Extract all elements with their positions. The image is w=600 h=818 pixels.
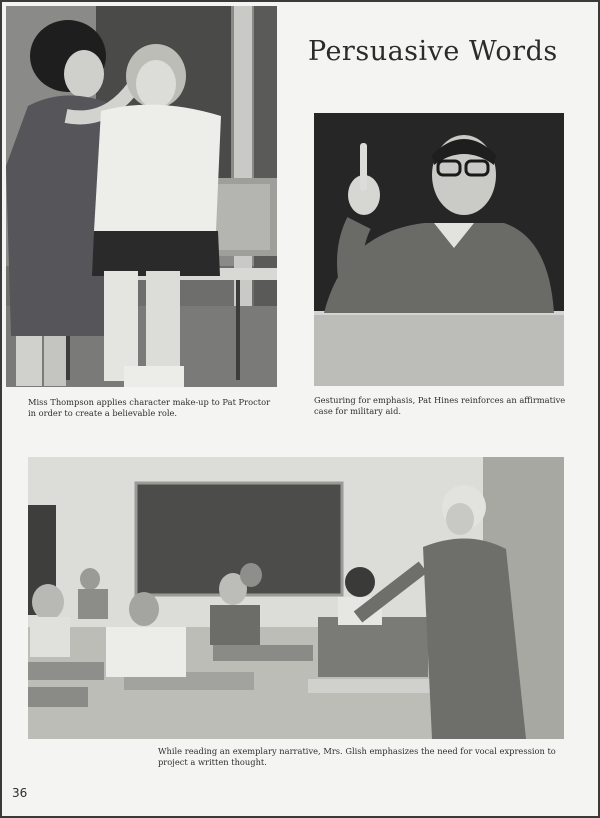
page-number: 36 [12, 786, 28, 800]
caption-gesture: Gesturing for emphasis, Pat Hines reinforces an affirmative case for military aid. [314, 395, 566, 416]
caption-classroom: While reading an exemplary narrative, Mrs. Glish emphasizes the need for vocal expression to project a written thought. [158, 746, 556, 767]
page-title: Persuasive Words [308, 36, 558, 67]
photo-gesture [314, 113, 564, 386]
photo-classroom [28, 457, 564, 739]
photo-makeup [6, 6, 277, 387]
caption-makeup: Miss Thompson applies character make-up to Pat Proctor in order to create a believable role. [28, 397, 271, 418]
